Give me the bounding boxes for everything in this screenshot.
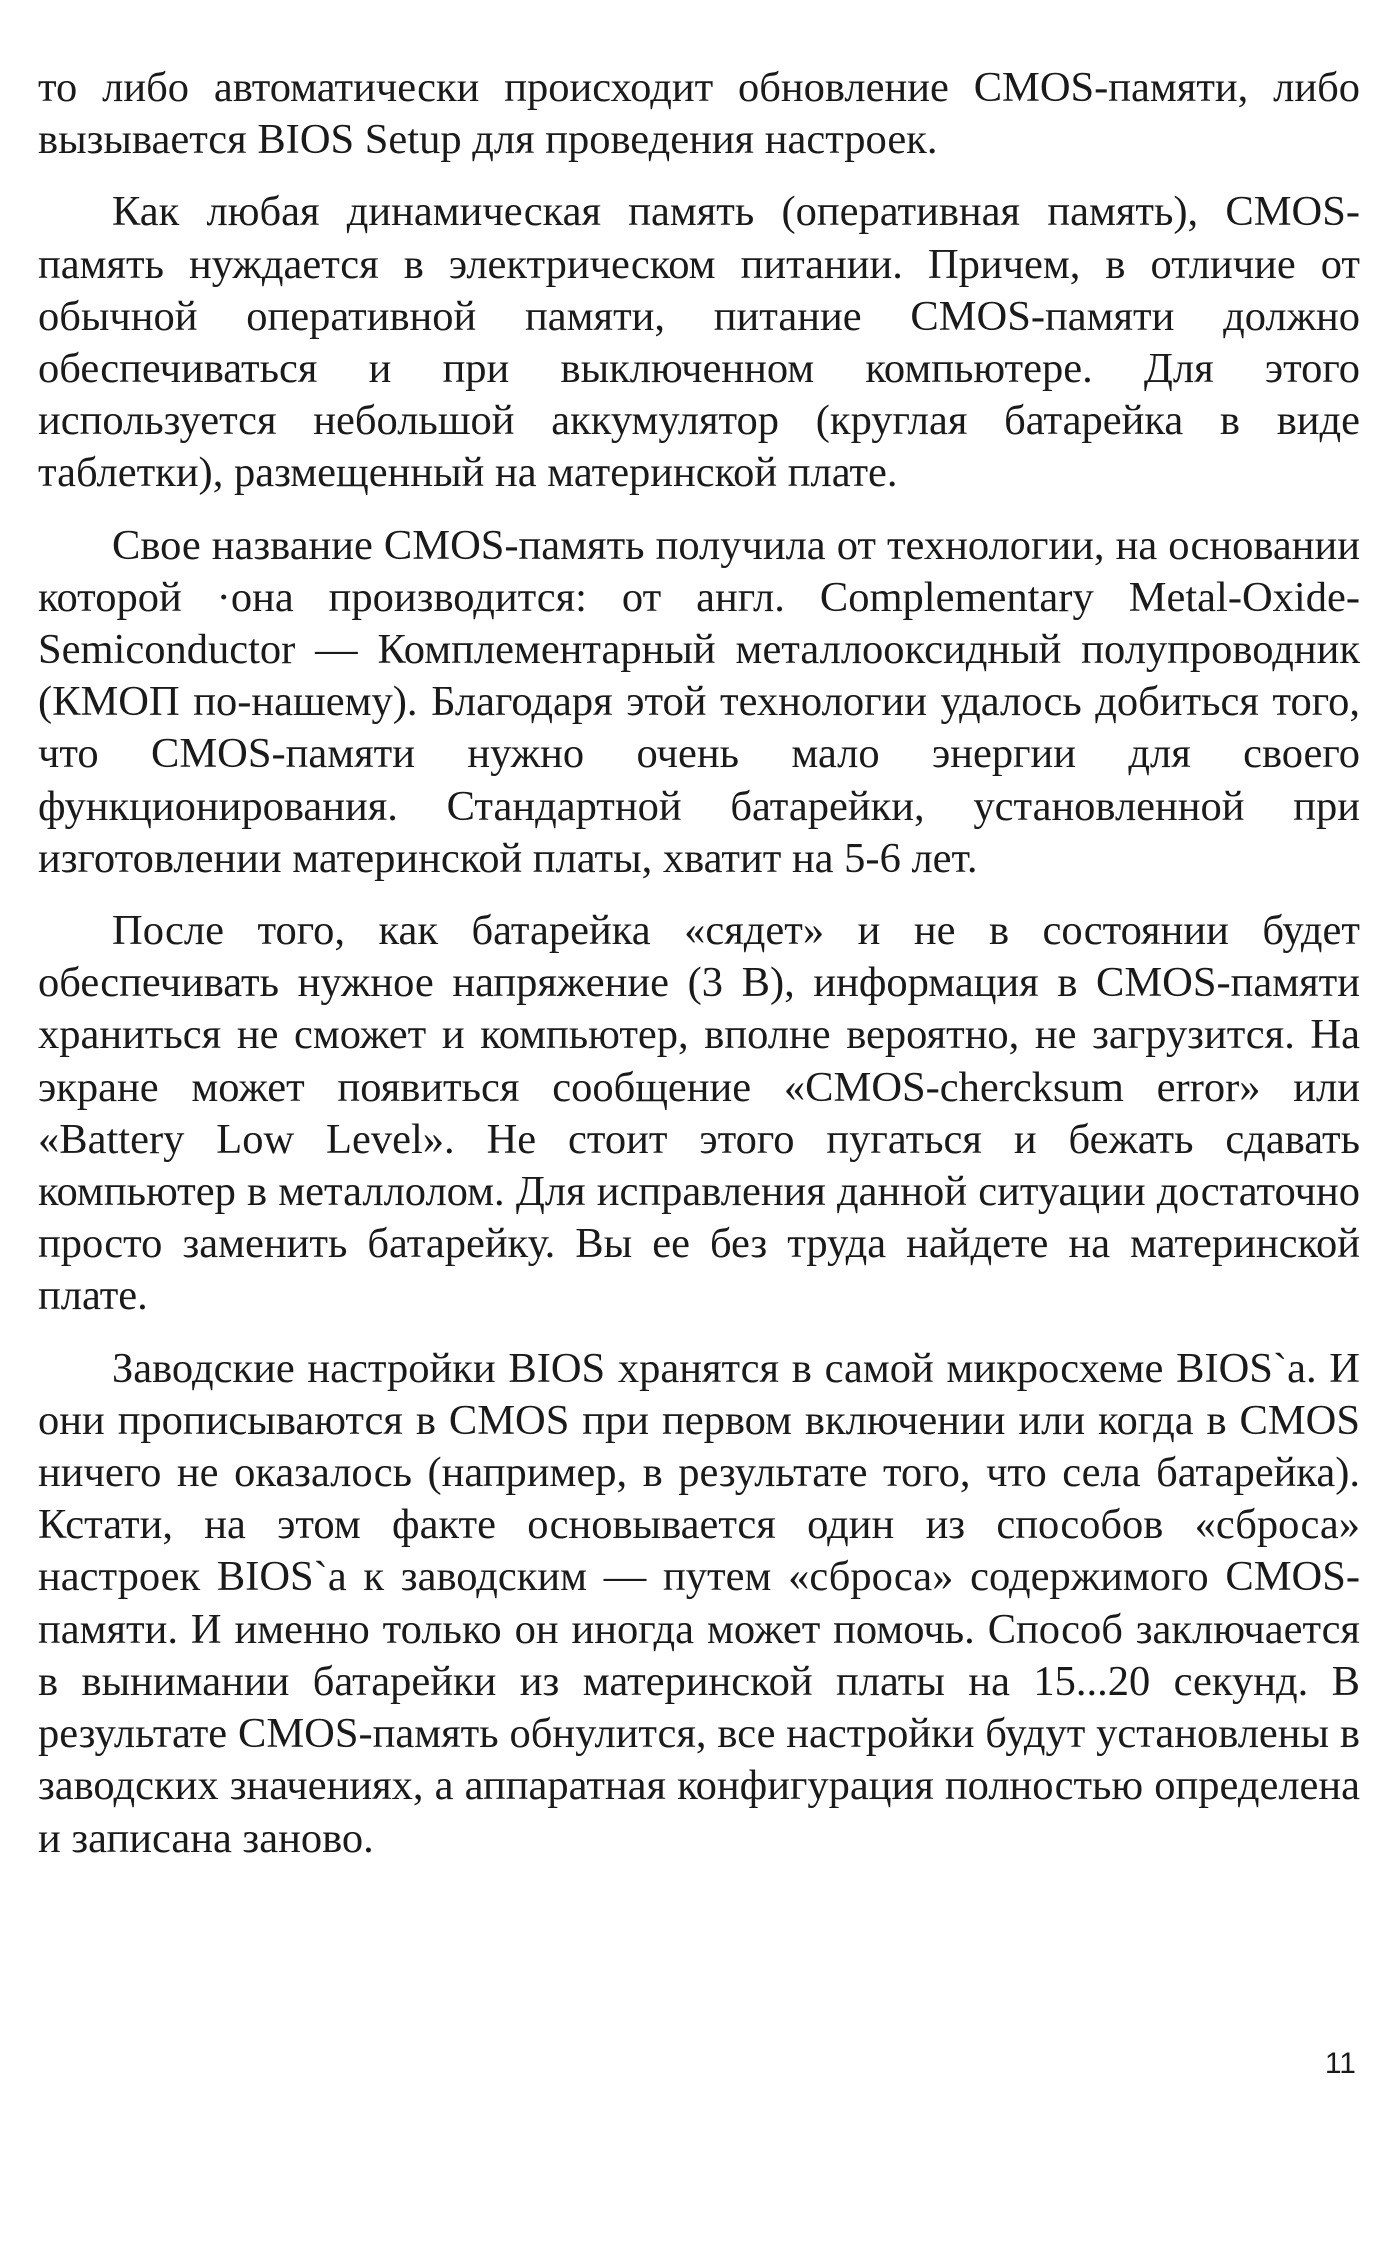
- paragraph-cmos-name: Свое название CMOS-память получила от технологии, на основании которой ·она производится: от англ. Complementary Metal-Oxide-Semiconductor — Комплементарный металлооксидный полупроводник (КМОП по-нашему). Благодаря этой технологии удалось добиться того, что CMOS-памяти нужно очень мало энергии для своего функционирования. Стандартной батарейки, установленной при изготовлении материнской платы, хватит на 5-6 лет.: [38, 521, 1360, 882]
- paragraph-cmos-power: Как любая динамическая память (оперативная память), CMOS-память нуждается в электрическом питании. Причем, в отличие от обычной оперативной памяти, питание CMOS-памяти должно обеспечиваться и при выключенном компьютере. Для этого используется небольшой аккумулятор (круглая батарейка в виде таблетки), размещенный на материнской плате.: [38, 188, 1360, 497]
- paragraph-continuation: то либо автоматически происходит обновление CMOS-памяти, либо вызывается BIOS Setup для проведения настроек.: [38, 64, 1360, 164]
- page-body: [38, 62, 1360, 1885]
- paragraph-factory-settings: Заводские настройки BIOS хранятся в самой микросхеме BIOS`a. И они прописываются в CMOS при первом включении или когда в CMOS ничего не оказалось (например, в результате того, что села батарейка). Кстати, на этом факте основывается один из способов «сброса» настроек BIOS`a к заводским — путем «сброса» содержимого CMOS-памяти. И именно только он иногда может помочь. Способ заключается в вынимании батарейки из материнской платы на 15...20 секунд. В результате CMOS-память обнулится, все настройки будут установлены в заводских значениях, а аппаратная конфигурация полностью определена и записана заново.: [38, 1344, 1360, 1862]
- paragraph-battery-failure: После того, как батарейка «сядет» и не в состоянии будет обеспечивать нужное напряжение (3 В), информация в CMOS-памяти храниться не сможет и компьютер, вполне вероятно, не загрузится. На экране может появиться сообщение «CMOS-chercksum error» или «Battery Low Level». Не стоит этого пугаться и бежать сдавать компьютер в металлолом. Для исправления данной ситуации достаточно просто заменить батарейку. Вы ее без труда найдете на материнской плате.: [38, 907, 1360, 1320]
- page-number: 11: [1324, 2047, 1356, 2080]
